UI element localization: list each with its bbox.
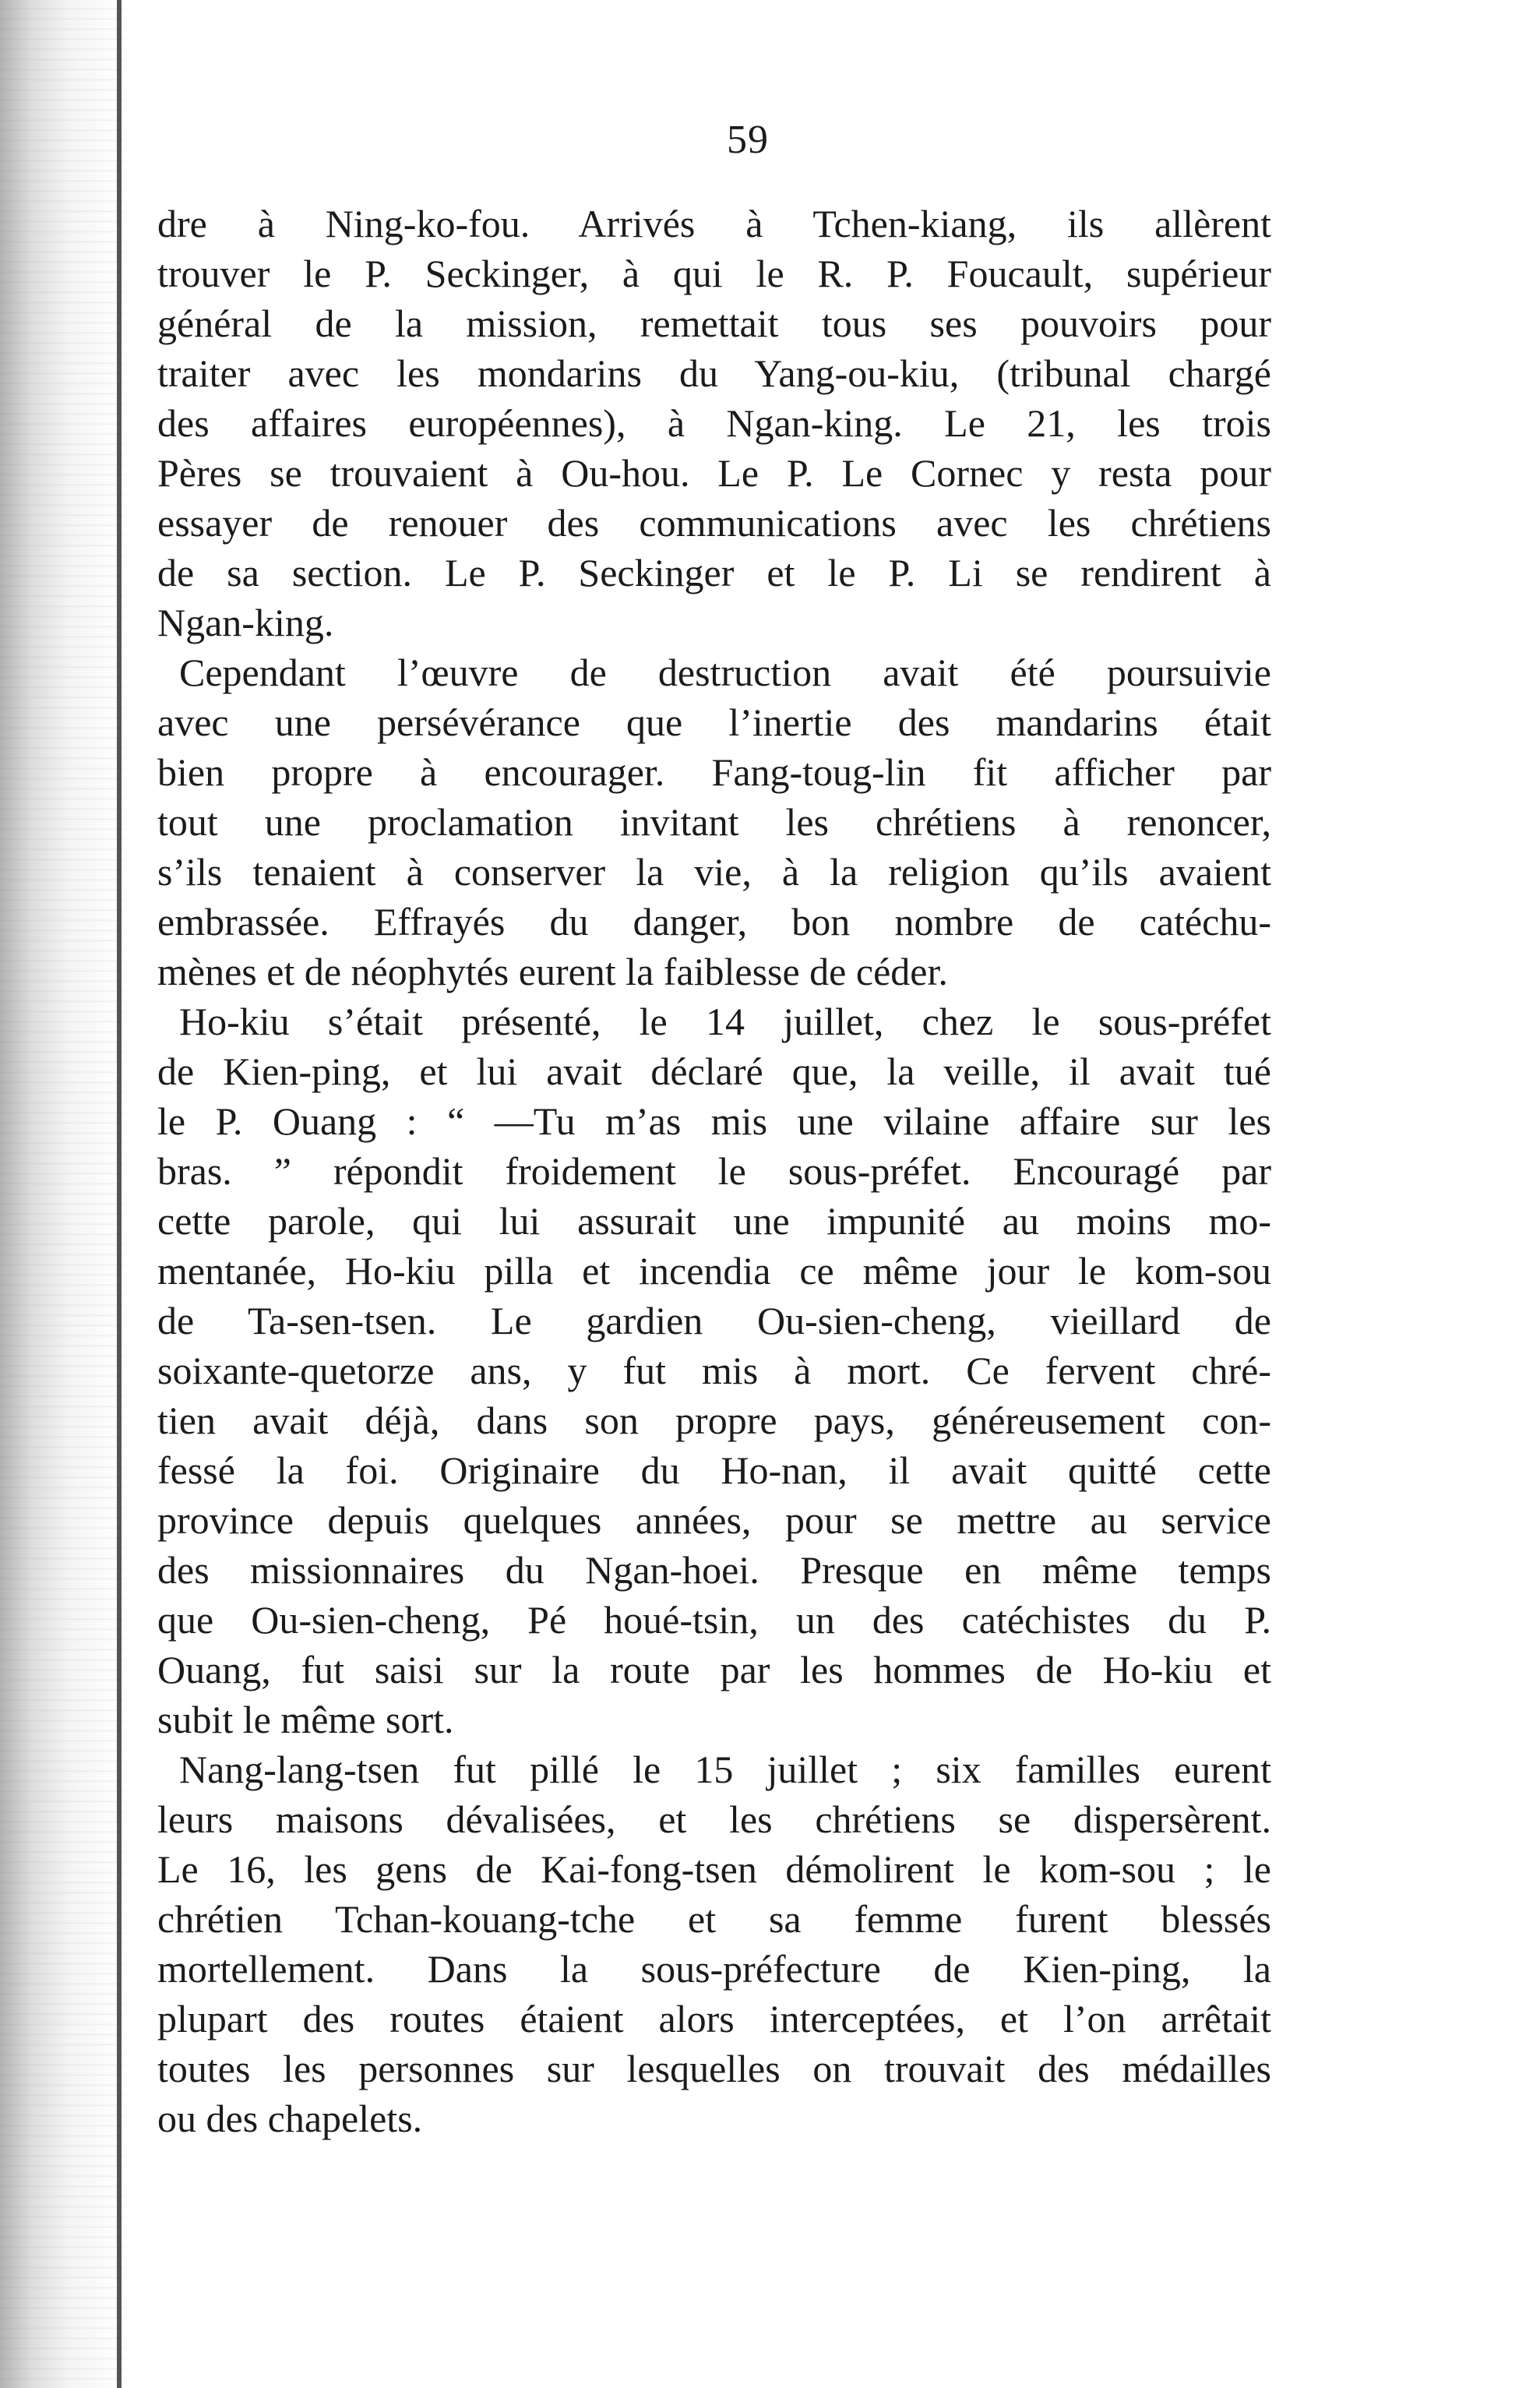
text-line: de sa section. Le P. Seckinger et le P. Li se rendirent à	[157, 551, 1271, 594]
text-line: mènes et de néophytés eurent la faiblesse de céder.	[157, 950, 948, 993]
paragraph-4	[157, 1744, 1271, 2143]
text-line: mentanée, Ho-kiu pilla et incendia ce même jour le kom-sou	[157, 1249, 1271, 1293]
text-line: dre à Ning-ko-fou. Arrivés à Tchen-kiang, ils allèrent	[157, 202, 1271, 245]
text-line: province depuis quelques années, pour se mettre au service	[157, 1498, 1271, 1542]
text-line: tien avait déjà, dans son propre pays, généreusement con-	[157, 1399, 1271, 1442]
text-line: soixante-quetorze ans, y fut mis à mort. Ce fervent chré-	[157, 1349, 1271, 1392]
text-line: leurs maisons dévalisées, et les chrétiens se dispersèrent.	[157, 1797, 1271, 1841]
text-line: général de la mission, remettait tous ses pouvoirs pour	[157, 302, 1271, 345]
body-text	[157, 199, 1271, 2143]
text-line: Ngan-king.	[157, 601, 334, 644]
paragraph-2	[157, 647, 1271, 996]
text-line: toutes les personnes sur lesquelles on trouvait des médailles	[157, 2047, 1271, 2090]
text-line: des missionnaires du Ngan-hoei. Presque en même temps	[157, 1548, 1271, 1592]
paragraph-1	[157, 199, 1271, 647]
binding-edge	[0, 0, 125, 2388]
text-line: bien propre à encourager. Fang-toug-lin fit afficher par	[157, 750, 1271, 794]
text-line: Cependant l’œuvre de destruction avait été poursuivie	[179, 651, 1271, 694]
text-line: que Ou-sien-cheng, Pé houé-tsin, un des catéchistes du P.	[157, 1598, 1271, 1642]
text-line: fessé la foi. Originaire du Ho-nan, il avait quitté cette	[157, 1448, 1271, 1492]
text-line: avec une persévérance que l’inertie des mandarins était	[157, 700, 1271, 744]
text-line: bras. ” répondit froidement le sous-préfet. Encouragé par	[157, 1149, 1271, 1193]
text-line: s’ils tenaient à conserver la vie, à la religion qu’ils avaient	[157, 850, 1271, 894]
page-number: 59	[727, 118, 769, 162]
text-line: Ho-kiu s’était présenté, le 14 juillet, chez le sous-préfet	[179, 1000, 1271, 1043]
text-line: cette parole, qui lui assurait une impunité au moins mo-	[157, 1199, 1271, 1243]
text-line: Ouang, fut saisi sur la route par les hommes de Ho-kiu et	[157, 1648, 1271, 1691]
text-line: de Kien-ping, et lui avait déclaré que, la veille, il avait tué	[157, 1049, 1271, 1093]
text-line: Pères se trouvaient à Ou-hou. Le P. Le Cornec y resta pour	[157, 451, 1271, 495]
text-line: le P. Ouang : “ —Tu m’as mis une vilaine affaire sur les	[157, 1099, 1271, 1143]
text-line: de Ta-sen-tsen. Le gardien Ou-sien-cheng, vieillard de	[157, 1299, 1271, 1342]
text-line: ou des chapelets.	[157, 2097, 423, 2140]
text-line: embrassée. Effrayés du danger, bon nombre de catéchu-	[157, 900, 1271, 944]
text-line: traiter avec les mondarins du Yang-ou-kiu, (tribunal chargé	[157, 351, 1271, 395]
text-line: Nang-lang-tsen fut pillé le 15 juillet ; six familles eurent	[179, 1748, 1271, 1791]
text-line: des affaires européennes), à Ngan-king. Le 21, les trois	[157, 401, 1271, 445]
text-line: trouver le P. Seckinger, à qui le R. P. Foucault, supérieur	[157, 252, 1271, 295]
text-line: Le 16, les gens de Kai-fong-tsen démolirent le kom-sou ; le	[157, 1847, 1271, 1891]
text-line: mortellement. Dans la sous-préfecture de Kien-ping, la	[157, 1947, 1271, 1991]
text-line: plupart des routes étaient alors interceptées, et l’on arrêtait	[157, 1997, 1271, 2041]
binding-rule	[117, 0, 122, 2388]
text-line: chrétien Tchan-kouang-tche et sa femme furent blessés	[157, 1897, 1271, 1941]
text-line: subit le même sort.	[157, 1698, 454, 1741]
text-line: tout une proclamation invitant les chrétiens à renoncer,	[157, 800, 1271, 844]
paragraph-3	[157, 996, 1271, 1744]
text-line: essayer de renouer des communications avec les chrétiens	[157, 501, 1271, 545]
